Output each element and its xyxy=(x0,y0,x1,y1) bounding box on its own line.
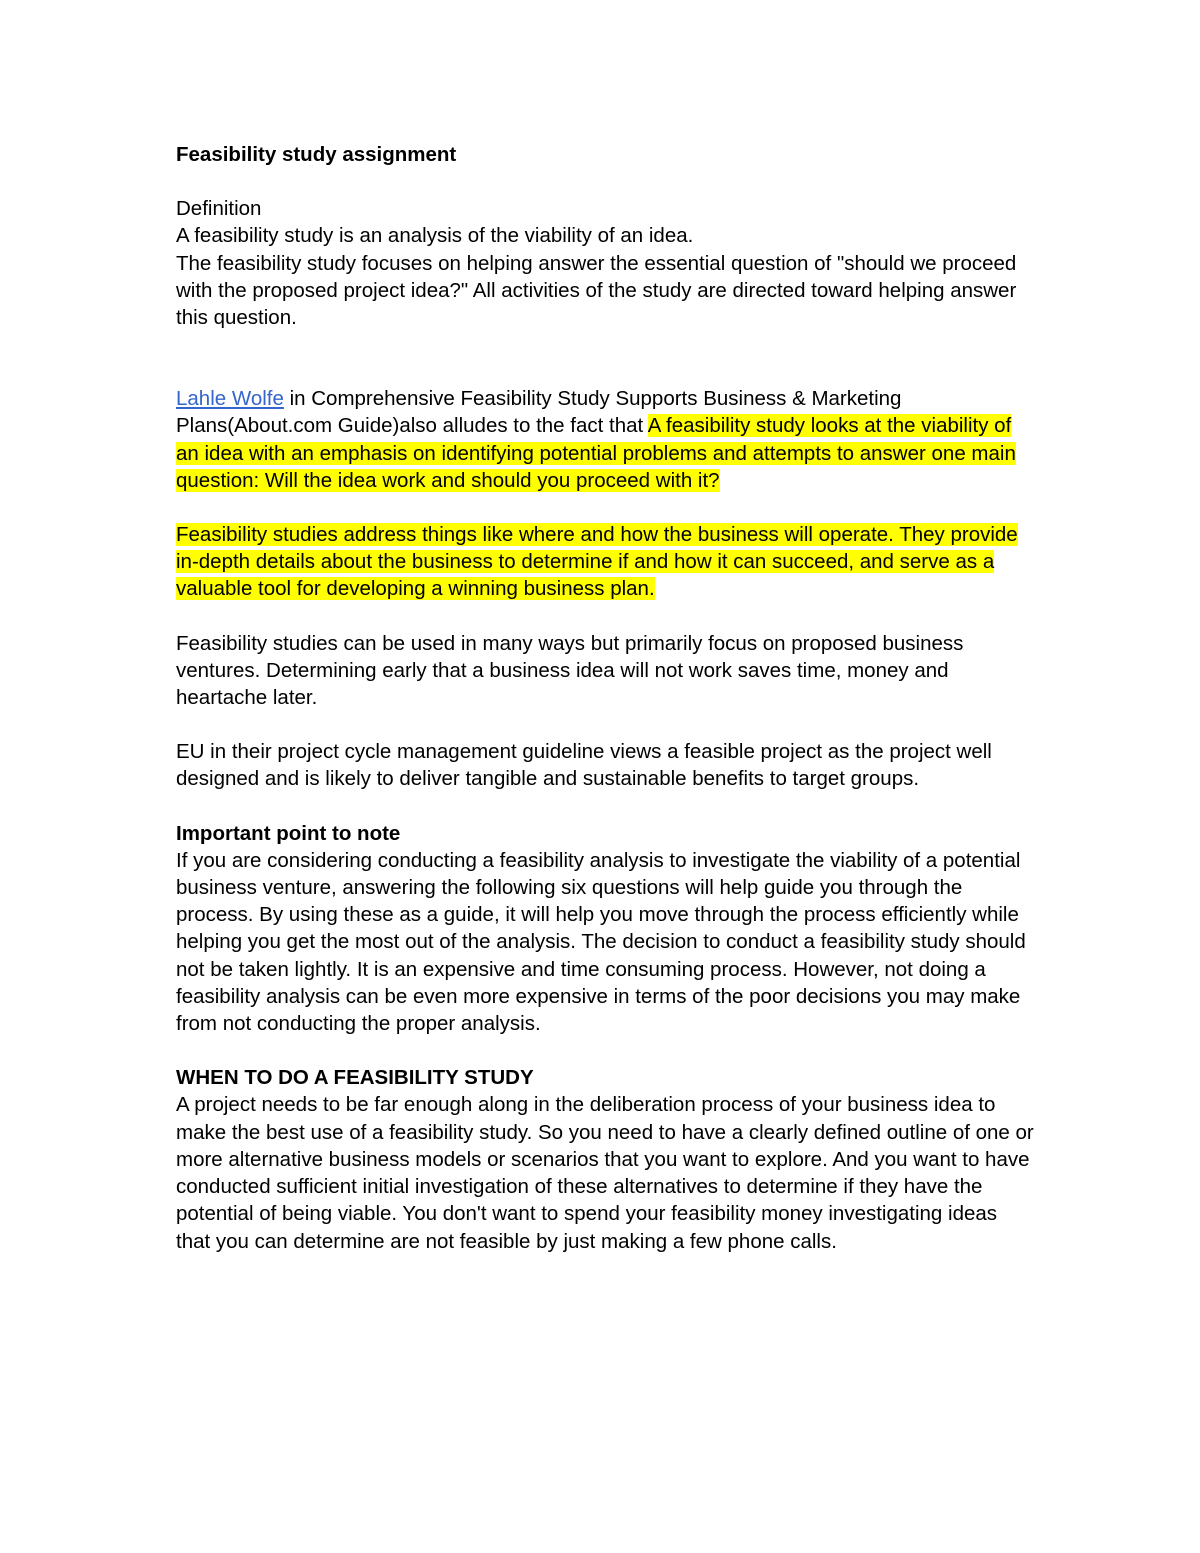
spacer xyxy=(176,1037,1036,1064)
document-title: Feasibility study assignment xyxy=(176,143,457,166)
definition-line-2: The feasibility study focuses on helping answer the essential question of "should we proceed with the proposed project idea?" All activities of the study are directed toward helping answer this question. xyxy=(176,251,1017,330)
when-heading: WHEN TO DO A FEASIBILITY STUDY xyxy=(176,1066,534,1090)
spacer xyxy=(176,331,1036,385)
eu-paragraph: EU in their project cycle management guideline views a feasible project as the project well designed and is likely to deliver tangible and sustainable benefits to target groups. xyxy=(176,740,992,791)
highlighted-text-1: A feasibility study looks at the viability of an idea with an emphasis on identifying potential problems and attempts to answer one main question: Will the idea work and should you proceed with it? xyxy=(176,414,1016,492)
quote-paragraph xyxy=(176,385,1036,494)
highlighted-text-2: Feasibility studies address things like where and how the business will operate. They provide in-depth details about the business to determine if and how it can succeed, and serve as a valuable tool for developing a winning business plan. xyxy=(176,523,1018,601)
when-body: A project needs to be far enough along in the deliberation process of your business idea to make the best use of a feasibility study. So you need to have a clearly defined outline of one or more alternative business models or scenarios that you want to explore. And you want to have conducted sufficient initial investigation of these alternatives to determine if they have the potential of being viable. You don't want to spend your feasibility money investigating ideas that you can determine are not feasible by just making a few phone calls. xyxy=(176,1093,1034,1253)
spacer xyxy=(176,494,1036,521)
spacer xyxy=(176,711,1036,738)
spacer xyxy=(176,603,1036,630)
spacer xyxy=(176,793,1036,820)
quote-intro: in Comprehensive Feasibility Study Supports Business & Marketing Plans(About.com Guide)also alludes to the fact that xyxy=(176,387,902,438)
important-heading: Important point to note xyxy=(176,821,401,845)
definition-heading: Definition xyxy=(176,197,262,221)
author-link[interactable]: Lahle Wolfe xyxy=(176,387,284,411)
important-body: If you are considering conducting a feasibility analysis to investigate the viability of a potential business venture, answering the following six questions will help guide you through the process. By using these as a guide, it will help you move through the process efficiently while helping you get the most out of the analysis. The decision to conduct a feasibility study should not be taken lightly. It is an expensive and time consuming process. However, not doing a feasibility analysis can be even more expensive in terms of the poor decisions you may make from not conducting the proper analysis. xyxy=(176,848,1026,1036)
uses-paragraph: Feasibility studies can be used in many ways but primarily focus on proposed business ventures. Determining early that a business idea will not work saves time, money and heartache later. xyxy=(176,631,964,710)
highlight-paragraph xyxy=(176,521,1036,603)
document-page xyxy=(176,141,1036,1255)
definition-line-1: A feasibility study is an analysis of the viability of an idea. xyxy=(176,224,694,248)
spacer xyxy=(176,168,1036,195)
